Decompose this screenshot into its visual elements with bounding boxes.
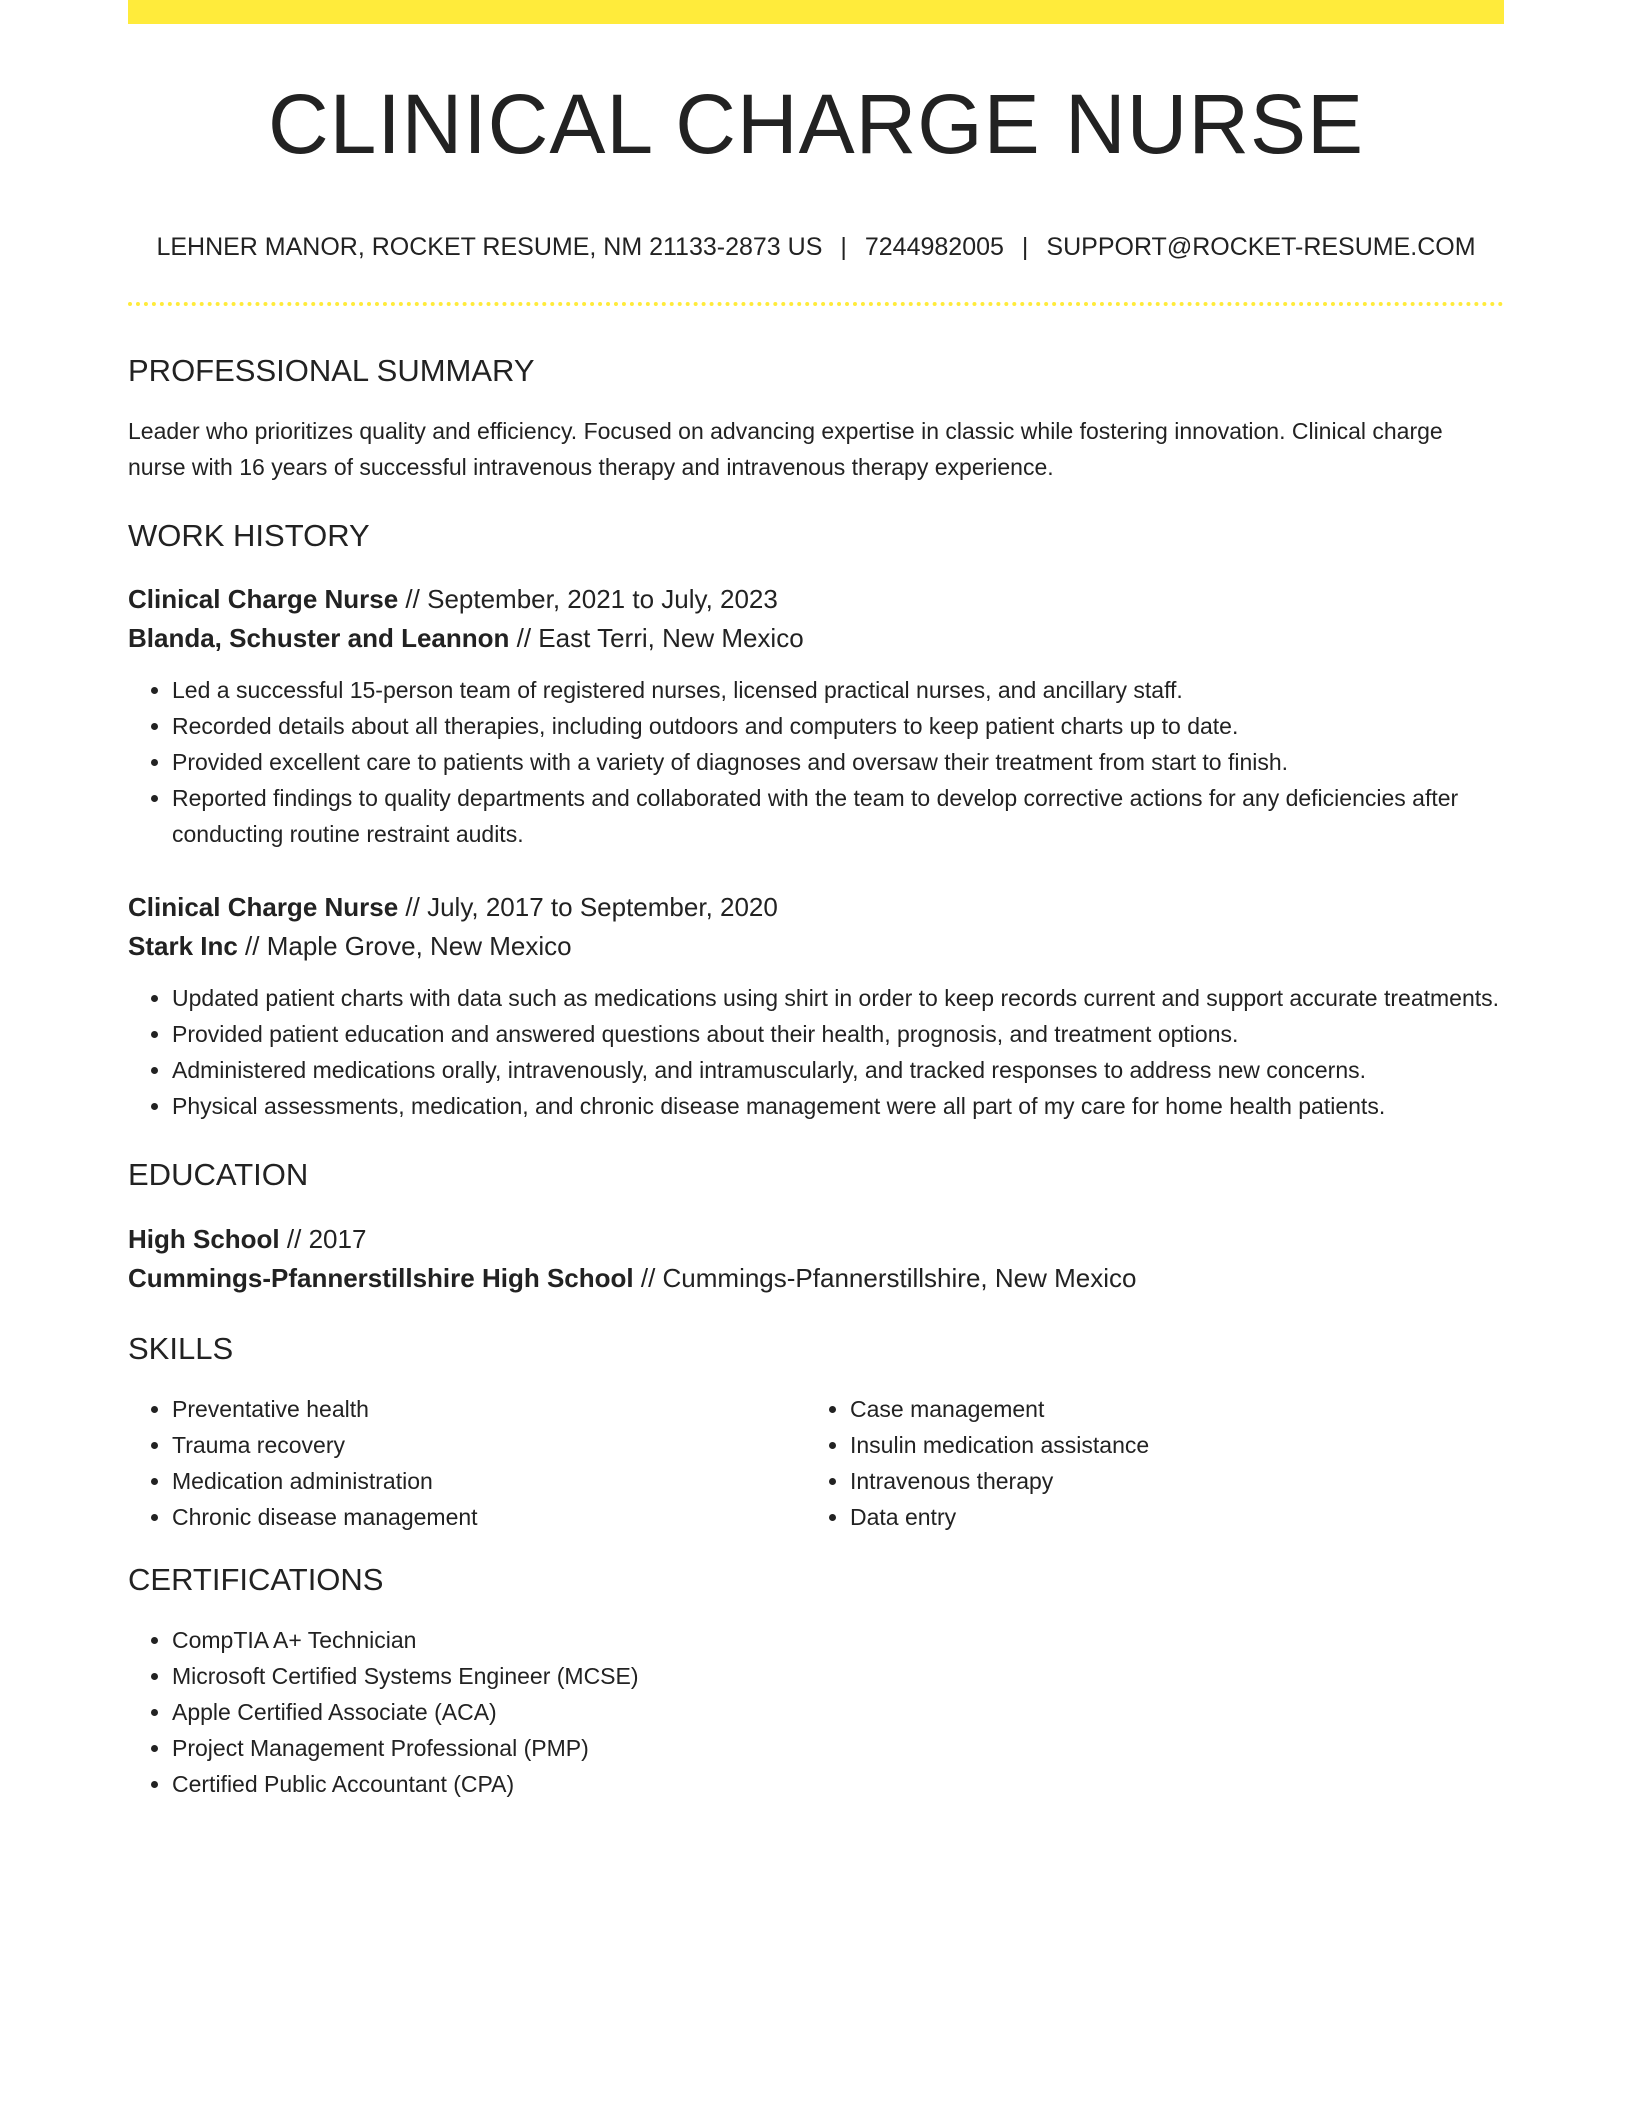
education-location: // Cummings-Pfannerstillshire, New Mexico: [633, 1262, 1137, 1293]
list-item: • Updated patient charts with data such as medications using shirt in order to keep records current and support accurate treatments.: [172, 980, 1504, 1016]
job-location: // Maple Grove, New Mexico: [237, 931, 572, 962]
skills-grid: [128, 1391, 1504, 1535]
education-year: // 2017: [279, 1223, 367, 1254]
education-entry: [128, 1220, 1504, 1298]
job-company: Blanda, Schuster and Leannon: [128, 623, 510, 654]
job-role: Clinical Charge Nurse: [128, 584, 399, 615]
section-title-certifications: CERTIFICATIONS: [128, 1561, 384, 1597]
certification-item: • Project Management Professional (PMP): [172, 1730, 1504, 1766]
list-item: • Reported findings to quality departments and collaborated with the team to develop corrective actions for any deficiencies after conducting routine restraint audits.: [172, 780, 1504, 852]
skills-list: [128, 1391, 806, 1535]
dotted-divider: [128, 302, 1504, 306]
list-item: • Recorded details about all therapies, including outdoors and computers to keep patient charts up to date.: [172, 708, 1504, 744]
certification-item: • Certified Public Accountant (CPA): [172, 1766, 1504, 1802]
accent-bar: [128, 0, 1504, 24]
job-role-line: [128, 888, 1504, 927]
resume-page: [128, 0, 1504, 1802]
job-entry: [128, 580, 1504, 852]
contact-address: LEHNER MANOR, ROCKET RESUME, NM 21133-2873 US: [156, 233, 823, 261]
skills-list: [806, 1391, 1484, 1535]
skill-item: • Medication administration: [172, 1463, 806, 1499]
certifications-block: [128, 1622, 1504, 1802]
job-dates: // July, 2017 to September, 2020: [398, 892, 778, 923]
list-item: • Provided patient education and answered questions about their health, prognosis, and treatment options.: [172, 1016, 1504, 1052]
job-dates: // September, 2021 to July, 2023: [398, 584, 778, 615]
skill-item: • Preventative health: [172, 1391, 806, 1427]
job-company-line: [128, 619, 1504, 658]
education-school: Cummings-Pfannerstillshire High School: [128, 1262, 634, 1293]
certifications-list: [128, 1622, 1504, 1802]
skill-item: • Intravenous therapy: [850, 1463, 1484, 1499]
contact-separator: |: [1021, 233, 1029, 261]
job-bullets: [128, 980, 1504, 1124]
certification-item: • CompTIA A+ Technician: [172, 1622, 1504, 1658]
list-item: • Physical assessments, medication, and chronic disease management were all part of my care for home health patients.: [172, 1088, 1504, 1124]
certification-item: • Microsoft Certified Systems Engineer (MCSE): [172, 1658, 1504, 1694]
job-company: Stark Inc: [128, 931, 238, 962]
certification-item: • Apple Certified Associate (ACA): [172, 1694, 1504, 1730]
education-degree: High School: [128, 1223, 280, 1254]
section-title-summary: PROFESSIONAL SUMMARY: [128, 353, 535, 388]
job-company-line: [128, 927, 1504, 966]
contact-email: SUPPORT@ROCKET-RESUME.COM: [1046, 233, 1476, 261]
section-title-education: EDUCATION: [128, 1157, 309, 1193]
education-school-line: [128, 1259, 1504, 1298]
contact-separator: |: [840, 233, 847, 261]
contact-line: [128, 232, 1504, 262]
skill-item: • Chronic disease management: [172, 1499, 806, 1535]
job-location: // East Terri, New Mexico: [509, 623, 804, 654]
education-degree-line: [128, 1220, 1504, 1259]
job-bullets: [128, 672, 1504, 852]
skill-item: • Data entry: [850, 1499, 1484, 1535]
contact-phone: 7244982005: [864, 233, 1004, 261]
list-item: • Provided excellent care to patients with a variety of diagnoses and oversaw their treatment from start to finish.: [172, 744, 1504, 780]
job-entry: [128, 888, 1504, 1124]
job-role-line: [128, 580, 1504, 619]
section-title-skills: SKILLS: [128, 1330, 234, 1366]
resume-title: CLINICAL CHARGE NURSE: [267, 77, 1365, 171]
skill-item: • Insulin medication assistance: [850, 1427, 1484, 1463]
section-title-work-history: WORK HISTORY: [128, 518, 370, 554]
skill-item: • Case management: [850, 1391, 1484, 1427]
skills-column-left: [128, 1391, 806, 1535]
list-item: • Administered medications orally, intravenously, and intramuscularly, and tracked responses to address new concerns.: [172, 1052, 1504, 1088]
skill-item: • Trauma recovery: [172, 1427, 806, 1463]
list-item: • Led a successful 15-person team of registered nurses, licensed practical nurses, and ancillary staff.: [172, 672, 1504, 708]
summary-text: Leader who prioritizes quality and efficiency. Focused on advancing expertise in classic while fostering innovation. Clinical charge nurse with 16 years of successful intravenous therapy and intravenous therapy experience.: [128, 418, 1443, 481]
skills-column-right: [806, 1391, 1484, 1535]
job-role: Clinical Charge Nurse: [128, 892, 399, 923]
